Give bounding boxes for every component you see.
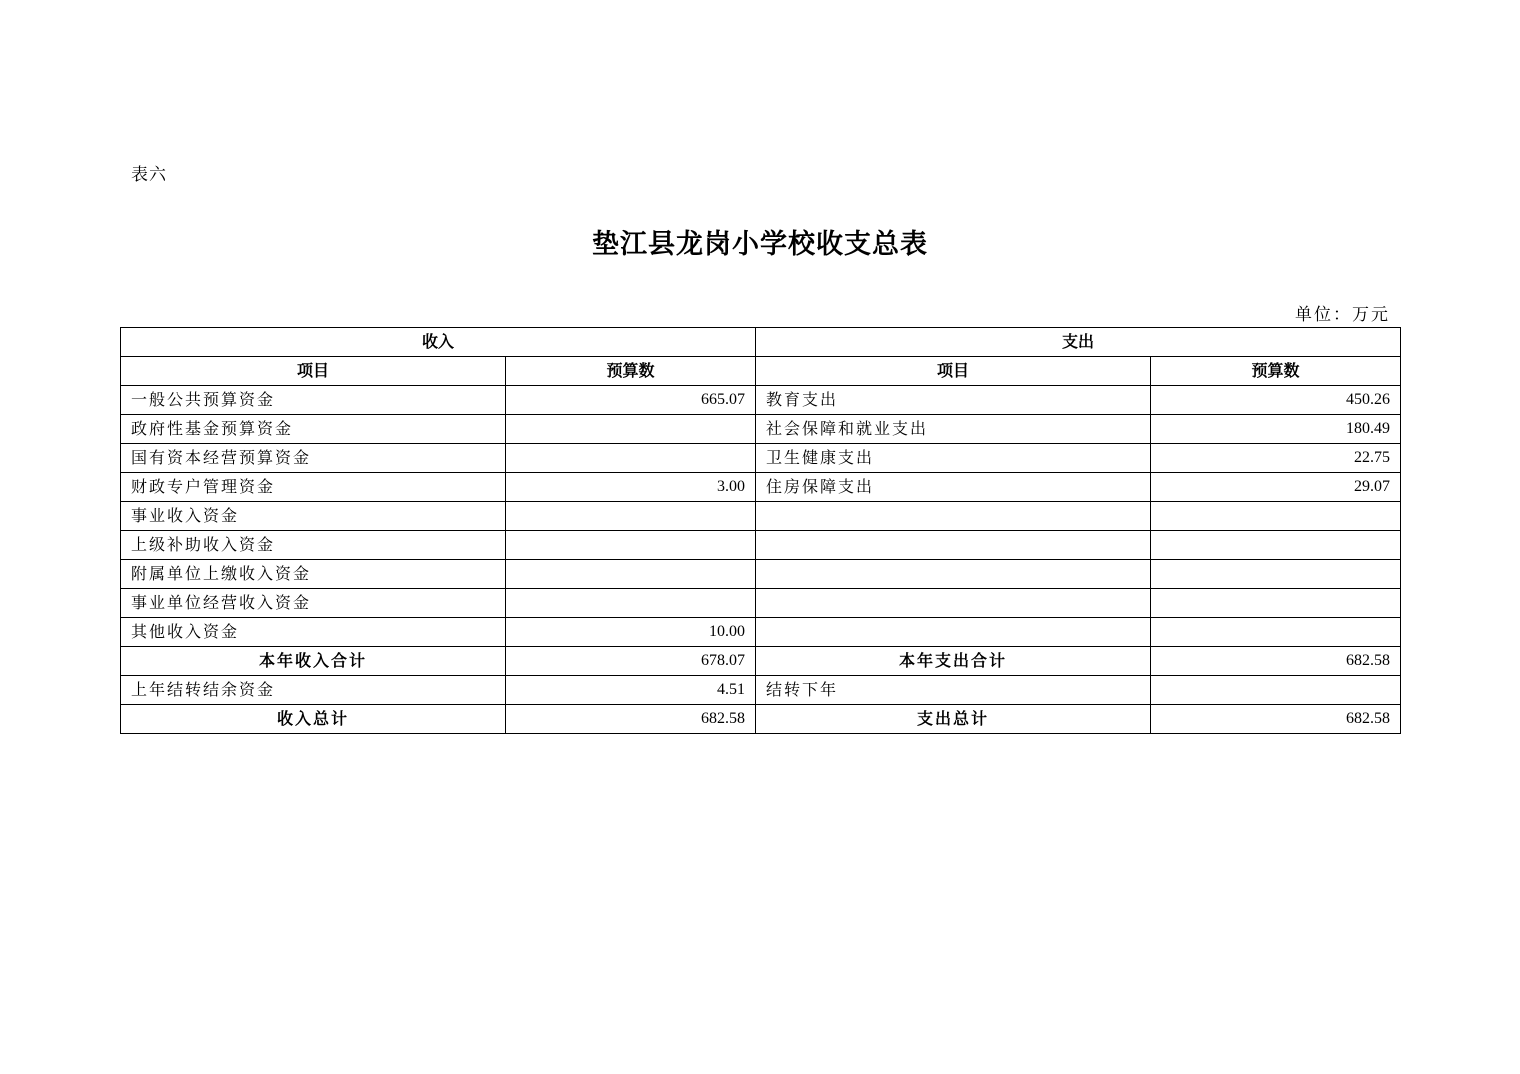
table-row: [121, 531, 1401, 560]
income-value: [506, 502, 756, 531]
table-label: 表六: [131, 165, 167, 185]
income-value: 10.00: [506, 618, 756, 647]
expense-section-header: 支出: [756, 328, 1401, 357]
income-value: [506, 531, 756, 560]
section-header-row: [121, 328, 1401, 357]
expense-value: 180.49: [1151, 415, 1401, 444]
table-row: [121, 589, 1401, 618]
expense-year-total-label: 本年支出合计: [756, 647, 1151, 676]
expense-item: 卫生健康支出: [756, 444, 1151, 473]
income-item: 其他收入资金: [121, 618, 506, 647]
income-year-total-value: 678.07: [506, 647, 756, 676]
income-value: 665.07: [506, 386, 756, 415]
income-item: 附属单位上缴收入资金: [121, 560, 506, 589]
income-section-header: 收入: [121, 328, 756, 357]
table-row: [121, 502, 1401, 531]
income-value: [506, 444, 756, 473]
table-row: [121, 415, 1401, 444]
income-grand-total-label: 收入总计: [121, 705, 506, 734]
table-row: [121, 444, 1401, 473]
expense-item: [756, 502, 1151, 531]
income-item: 政府性基金预算资金: [121, 415, 506, 444]
expense-item: [756, 560, 1151, 589]
expense-value: [1151, 618, 1401, 647]
expense-value: [1151, 502, 1401, 531]
expense-carryover-label: 结转下年: [756, 676, 1151, 705]
expense-item: 社会保障和就业支出: [756, 415, 1151, 444]
income-item: 财政专户管理资金: [121, 473, 506, 502]
expense-value: [1151, 560, 1401, 589]
expense-item: [756, 589, 1151, 618]
expense-value: 450.26: [1151, 386, 1401, 415]
expense-item: [756, 531, 1151, 560]
column-header-row: [121, 357, 1401, 386]
income-budget-column-header: 预算数: [506, 357, 756, 386]
page-title: 垫江县龙岗小学校收支总表: [592, 229, 928, 260]
expense-value: [1151, 589, 1401, 618]
expense-grand-total-value: 682.58: [1151, 705, 1401, 734]
expense-budget-column-header: 预算数: [1151, 357, 1401, 386]
income-year-total-label: 本年收入合计: [121, 647, 506, 676]
income-carryover-label: 上年结转结余资金: [121, 676, 506, 705]
expense-item: 教育支出: [756, 386, 1151, 415]
table-row: [121, 560, 1401, 589]
income-value: 3.00: [506, 473, 756, 502]
income-item: 国有资本经营预算资金: [121, 444, 506, 473]
table-row: [121, 618, 1401, 647]
unit-note: 单位：万元: [1295, 305, 1390, 325]
grand-total-row: [121, 705, 1401, 734]
expense-value: 22.75: [1151, 444, 1401, 473]
income-item: 事业单位经营收入资金: [121, 589, 506, 618]
income-carryover-value: 4.51: [506, 676, 756, 705]
expense-year-total-value: 682.58: [1151, 647, 1401, 676]
carryover-row: [121, 676, 1401, 705]
income-item: 一般公共预算资金: [121, 386, 506, 415]
expense-value: 29.07: [1151, 473, 1401, 502]
expense-item-column-header: 项目: [756, 357, 1151, 386]
table-row: [121, 473, 1401, 502]
income-grand-total-value: 682.58: [506, 705, 756, 734]
expense-grand-total-label: 支出总计: [756, 705, 1151, 734]
year-total-row: [121, 647, 1401, 676]
table-row: [121, 386, 1401, 415]
income-item: 事业收入资金: [121, 502, 506, 531]
income-expense-table: [120, 327, 1401, 734]
expense-item: 住房保障支出: [756, 473, 1151, 502]
expense-item: [756, 618, 1151, 647]
income-item: 上级补助收入资金: [121, 531, 506, 560]
expense-carryover-value: [1151, 676, 1401, 705]
expense-value: [1151, 531, 1401, 560]
income-value: [506, 560, 756, 589]
income-item-column-header: 项目: [121, 357, 506, 386]
income-value: [506, 415, 756, 444]
income-value: [506, 589, 756, 618]
